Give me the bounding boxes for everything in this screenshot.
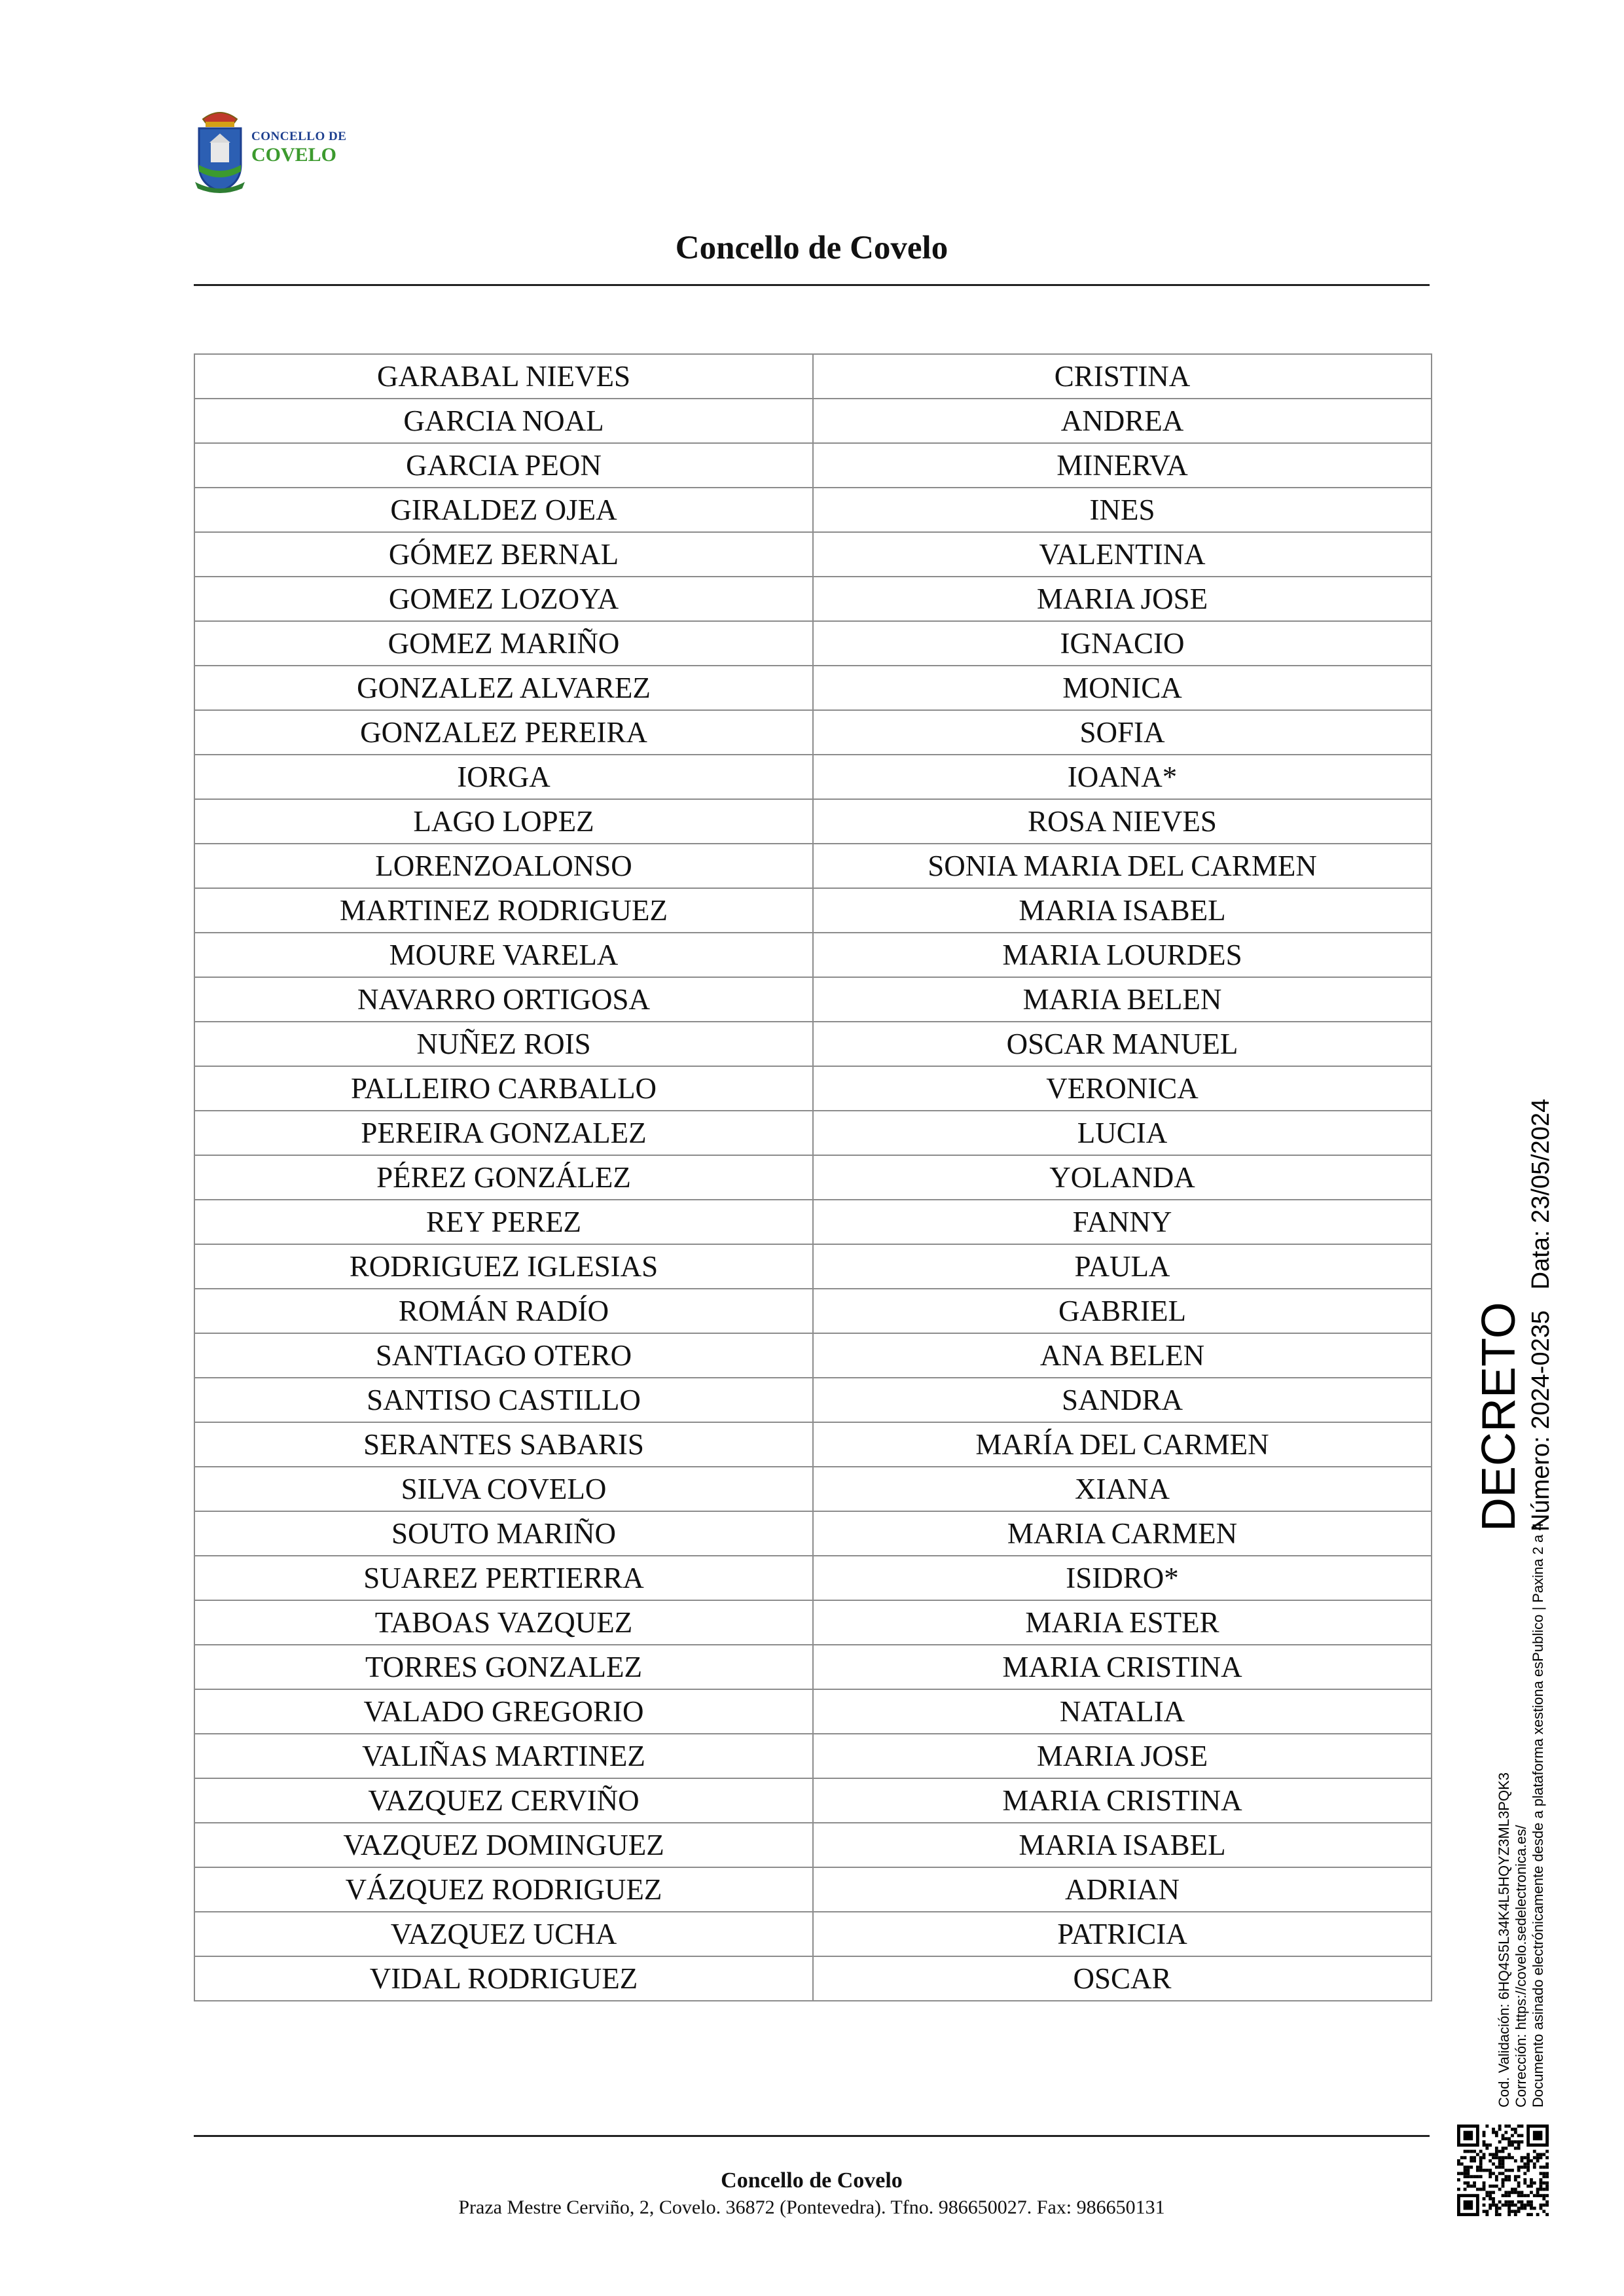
given-name-cell: IOANA* bbox=[813, 755, 1432, 799]
table-row bbox=[194, 532, 1432, 577]
table-row bbox=[194, 1956, 1432, 2001]
surname-cell: VÁZQUEZ RODRIGUEZ bbox=[194, 1867, 813, 1912]
given-name-cell: MARIA ISABEL bbox=[813, 888, 1432, 933]
given-name-cell: MARIA CRISTINA bbox=[813, 1778, 1432, 1823]
surname-cell: GOMEZ LOZOYA bbox=[194, 577, 813, 621]
surname-cell: PALLEIRO CARBALLO bbox=[194, 1066, 813, 1111]
names-table-body bbox=[194, 354, 1432, 2001]
logo-text-line2: COVELO bbox=[251, 144, 337, 166]
table-row bbox=[194, 1600, 1432, 1645]
surname-cell: LAGO LOPEZ bbox=[194, 799, 813, 844]
footer-divider bbox=[194, 2135, 1430, 2137]
table-row bbox=[194, 354, 1432, 399]
surname-cell: VALIÑAS MARTINEZ bbox=[194, 1734, 813, 1778]
surname-cell: GARABAL NIEVES bbox=[194, 354, 813, 399]
surname-cell: NAVARRO ORTIGOSA bbox=[194, 977, 813, 1022]
table-row bbox=[194, 1333, 1432, 1378]
surname-cell: GARCIA PEON bbox=[194, 443, 813, 488]
given-name-cell: XIANA bbox=[813, 1467, 1432, 1511]
given-name-cell: VALENTINA bbox=[813, 532, 1432, 577]
given-name-cell: ISIDRO* bbox=[813, 1556, 1432, 1600]
table-row bbox=[194, 1022, 1432, 1066]
given-name-cell: MARIA ESTER bbox=[813, 1600, 1432, 1645]
given-name-cell: ADRIAN bbox=[813, 1867, 1432, 1912]
given-name-cell: VERONICA bbox=[813, 1066, 1432, 1111]
surname-cell: VALADO GREGORIO bbox=[194, 1689, 813, 1734]
surname-cell: GARCIA NOAL bbox=[194, 399, 813, 443]
surname-cell: GOMEZ MARIÑO bbox=[194, 621, 813, 666]
decree-date: Data: 23/05/2024 bbox=[1527, 1098, 1555, 1290]
decree-stamp bbox=[1473, 1098, 1624, 1532]
given-name-cell: MARIA CRISTINA bbox=[813, 1645, 1432, 1689]
table-row bbox=[194, 666, 1432, 710]
surname-cell: MARTINEZ RODRIGUEZ bbox=[194, 888, 813, 933]
given-name-cell: MARIA JOSE bbox=[813, 577, 1432, 621]
table-row bbox=[194, 1556, 1432, 1600]
surname-cell: RODRIGUEZ IGLESIAS bbox=[194, 1244, 813, 1289]
given-name-cell: ANDREA bbox=[813, 399, 1432, 443]
footer-address: Praza Mestre Cerviño, 2, Covelo. 36872 (Pontevedra). Tfno. 986650027. Fax: 986650131 bbox=[458, 2197, 1165, 2218]
surname-cell: NUÑEZ ROIS bbox=[194, 1022, 813, 1066]
header-divider bbox=[194, 284, 1430, 286]
surname-cell: GONZALEZ ALVAREZ bbox=[194, 666, 813, 710]
surname-cell: TABOAS VAZQUEZ bbox=[194, 1600, 813, 1645]
given-name-cell: ANA BELEN bbox=[813, 1333, 1432, 1378]
table-row bbox=[194, 1066, 1432, 1111]
surname-cell: TORRES GONZALEZ bbox=[194, 1645, 813, 1689]
table-row bbox=[194, 577, 1432, 621]
given-name-cell: SANDRA bbox=[813, 1378, 1432, 1422]
table-row bbox=[194, 443, 1432, 488]
surname-cell: MOURE VARELA bbox=[194, 933, 813, 977]
given-name-cell: MARIA BELEN bbox=[813, 977, 1432, 1022]
surname-cell: LORENZOALONSO bbox=[194, 844, 813, 888]
table-row bbox=[194, 488, 1432, 532]
given-name-cell: GABRIEL bbox=[813, 1289, 1432, 1333]
table-row bbox=[194, 1511, 1432, 1556]
decree-label: DECRETO bbox=[1473, 1302, 1525, 1532]
table-row bbox=[194, 1912, 1432, 1956]
surname-cell: SERANTES SABARIS bbox=[194, 1422, 813, 1467]
surname-cell: ROMÁN RADÍO bbox=[194, 1289, 813, 1333]
table-row bbox=[194, 1734, 1432, 1778]
table-row bbox=[194, 844, 1432, 888]
table-row bbox=[194, 1778, 1432, 1823]
table-row bbox=[194, 888, 1432, 933]
surname-cell: VIDAL RODRIGUEZ bbox=[194, 1956, 813, 2001]
surname-cell: PÉREZ GONZÁLEZ bbox=[194, 1155, 813, 1200]
surname-cell: VAZQUEZ CERVIÑO bbox=[194, 1778, 813, 1823]
table-row bbox=[194, 1111, 1432, 1155]
decree-number-date bbox=[1525, 1099, 1557, 1532]
given-name-cell: MARÍA DEL CARMEN bbox=[813, 1422, 1432, 1467]
surname-cell: SANTIAGO OTERO bbox=[194, 1333, 813, 1378]
table-row bbox=[194, 1244, 1432, 1289]
given-name-cell: LUCIA bbox=[813, 1111, 1432, 1155]
qr-code-icon bbox=[1457, 2125, 1549, 2216]
table-row bbox=[194, 1200, 1432, 1244]
table-row bbox=[194, 1289, 1432, 1333]
table-row bbox=[194, 1823, 1432, 1867]
logo-text-line1: CONCELLO DE bbox=[251, 130, 347, 143]
surname-cell: GONZALEZ PEREIRA bbox=[194, 710, 813, 755]
given-name-cell: NATALIA bbox=[813, 1689, 1432, 1734]
given-name-cell: MARIA LOURDES bbox=[813, 933, 1432, 977]
signature-note: Documento asinado electrónicamente desde a plataforma xestiona esPublico | Paxina 2 a 4 bbox=[1530, 1522, 1546, 2108]
given-name-cell: MARIA CARMEN bbox=[813, 1511, 1432, 1556]
table-row bbox=[194, 710, 1432, 755]
verification-url: Corrección: https://covelo.sedelectronica.es/ bbox=[1513, 1825, 1529, 2108]
surname-cell: SUAREZ PERTIERRA bbox=[194, 1556, 813, 1600]
given-name-cell: OSCAR MANUEL bbox=[813, 1022, 1432, 1066]
surname-cell: SILVA COVELO bbox=[194, 1467, 813, 1511]
table-row bbox=[194, 621, 1432, 666]
given-name-cell: FANNY bbox=[813, 1200, 1432, 1244]
given-name-cell: IGNACIO bbox=[813, 621, 1432, 666]
given-name-cell: INES bbox=[813, 488, 1432, 532]
given-name-cell: MARIA JOSE bbox=[813, 1734, 1432, 1778]
table-row bbox=[194, 1378, 1432, 1422]
table-row bbox=[194, 755, 1432, 799]
table-row bbox=[194, 799, 1432, 844]
table-row bbox=[194, 399, 1432, 443]
given-name-cell: SOFIA bbox=[813, 710, 1432, 755]
surname-cell: GÓMEZ BERNAL bbox=[194, 532, 813, 577]
names-table bbox=[194, 353, 1432, 2001]
surname-cell: GIRALDEZ OJEA bbox=[194, 488, 813, 532]
given-name-cell: ROSA NIEVES bbox=[813, 799, 1432, 844]
given-name-cell: MARIA ISABEL bbox=[813, 1823, 1432, 1867]
given-name-cell: PAULA bbox=[813, 1244, 1432, 1289]
given-name-cell: CRISTINA bbox=[813, 354, 1432, 399]
table-row bbox=[194, 1867, 1432, 1912]
table-row bbox=[194, 1422, 1432, 1467]
given-name-cell: MONICA bbox=[813, 666, 1432, 710]
given-name-cell: SONIA MARIA DEL CARMEN bbox=[813, 844, 1432, 888]
table-row bbox=[194, 1467, 1432, 1511]
decree-number: Número: 2024-0235 bbox=[1527, 1310, 1555, 1532]
surname-cell: SANTISO CASTILLO bbox=[194, 1378, 813, 1422]
table-row bbox=[194, 1689, 1432, 1734]
given-name-cell: OSCAR bbox=[813, 1956, 1432, 2001]
table-row bbox=[194, 933, 1432, 977]
surname-cell: SOUTO MARIÑO bbox=[194, 1511, 813, 1556]
table-row bbox=[194, 977, 1432, 1022]
given-name-cell: MINERVA bbox=[813, 443, 1432, 488]
municipal-logo bbox=[194, 105, 351, 196]
table-row bbox=[194, 1155, 1432, 1200]
given-name-cell: YOLANDA bbox=[813, 1155, 1432, 1200]
surname-cell: PEREIRA GONZALEZ bbox=[194, 1111, 813, 1155]
surname-cell: IORGA bbox=[194, 755, 813, 799]
validation-code: Cod. Validación: 6HQ4S5L34K4L5HQYZ3ML3PQK3 bbox=[1496, 1772, 1512, 2108]
surname-cell: VAZQUEZ UCHA bbox=[194, 1912, 813, 1956]
surname-cell: VAZQUEZ DOMINGUEZ bbox=[194, 1823, 813, 1867]
page-title: Concello de Covelo bbox=[675, 230, 948, 266]
table-row bbox=[194, 1645, 1432, 1689]
coat-of-arms-icon bbox=[194, 105, 246, 196]
footer-title: Concello de Covelo bbox=[721, 2168, 903, 2193]
surname-cell: REY PEREZ bbox=[194, 1200, 813, 1244]
given-name-cell: PATRICIA bbox=[813, 1912, 1432, 1956]
